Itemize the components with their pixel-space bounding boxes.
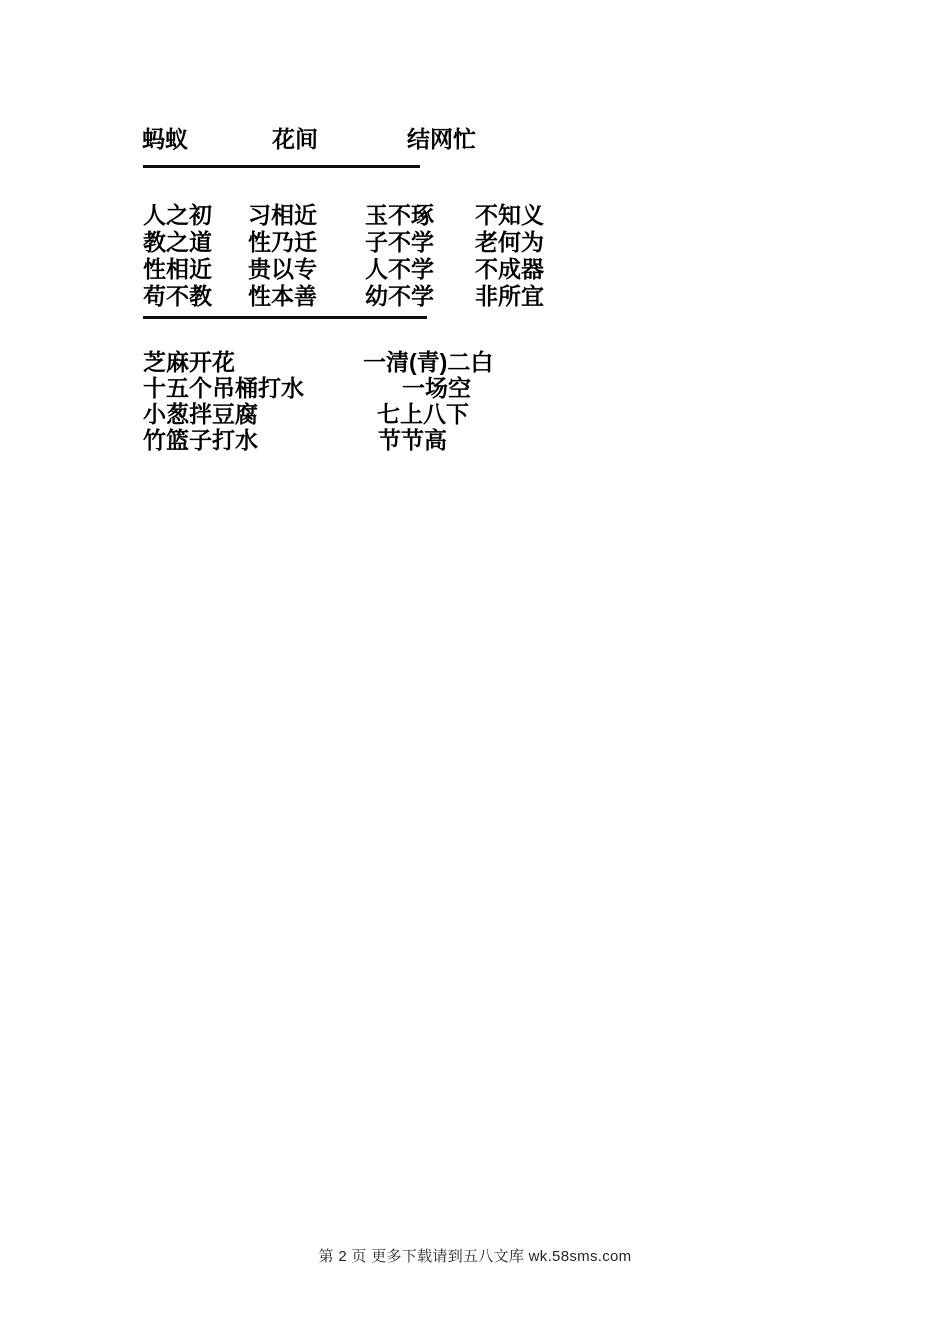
- table-row: [143, 256, 544, 283]
- proverb-lead: 芝麻开花: [143, 349, 235, 375]
- word-bank-item: 蚂蚁: [142, 126, 188, 152]
- table-cell: 人之初: [143, 202, 212, 228]
- list-item: [143, 375, 743, 401]
- proverb-lead: 小葱拌豆腐: [143, 401, 258, 427]
- table-cell: 性本善: [248, 283, 317, 309]
- table-cell: 性乃迁: [248, 229, 317, 255]
- proverb-answer: 一清(青)二白: [363, 349, 494, 375]
- table-cell: 不知义: [475, 202, 544, 228]
- proverb-list: [143, 349, 743, 453]
- table-cell: 玉不琢: [365, 202, 434, 228]
- table-cell: 不成器: [475, 256, 544, 282]
- table-cell: 贵以专: [248, 256, 317, 282]
- proverb-answer: 七上八下: [377, 401, 469, 427]
- list-item: [143, 349, 743, 375]
- page-footer: 第 2 页 更多下载请到五八文库 wk.58sms.com: [318, 1248, 632, 1265]
- proverb-answer: 节节高: [378, 427, 447, 453]
- table-cell: 教之道: [143, 229, 212, 255]
- proverb-lead: 竹篮子打水: [143, 427, 258, 453]
- table-cell: 人不学: [365, 256, 434, 282]
- sanzijing-table: [143, 202, 544, 310]
- list-item: [143, 401, 743, 427]
- list-item: [143, 427, 743, 453]
- word-bank-item: 结网忙: [407, 126, 476, 152]
- word-bank-row: [0, 126, 950, 153]
- table-row: [143, 283, 544, 310]
- answer-line: [143, 165, 420, 168]
- answer-line: [143, 316, 427, 319]
- table-row: [143, 229, 544, 256]
- table-cell: 幼不学: [365, 283, 434, 309]
- table-cell: 非所宜: [475, 283, 544, 309]
- table-cell: 习相近: [248, 202, 317, 228]
- proverb-lead: 十五个吊桶打水: [143, 375, 304, 401]
- table-cell: 老何为: [475, 229, 544, 255]
- table-cell: 性相近: [143, 256, 212, 282]
- table-cell: 子不学: [365, 229, 434, 255]
- word-bank-item: 花间: [272, 126, 318, 152]
- proverb-answer: 一场空: [402, 375, 471, 401]
- table-row: [143, 202, 544, 229]
- table-cell: 苟不教: [143, 283, 212, 309]
